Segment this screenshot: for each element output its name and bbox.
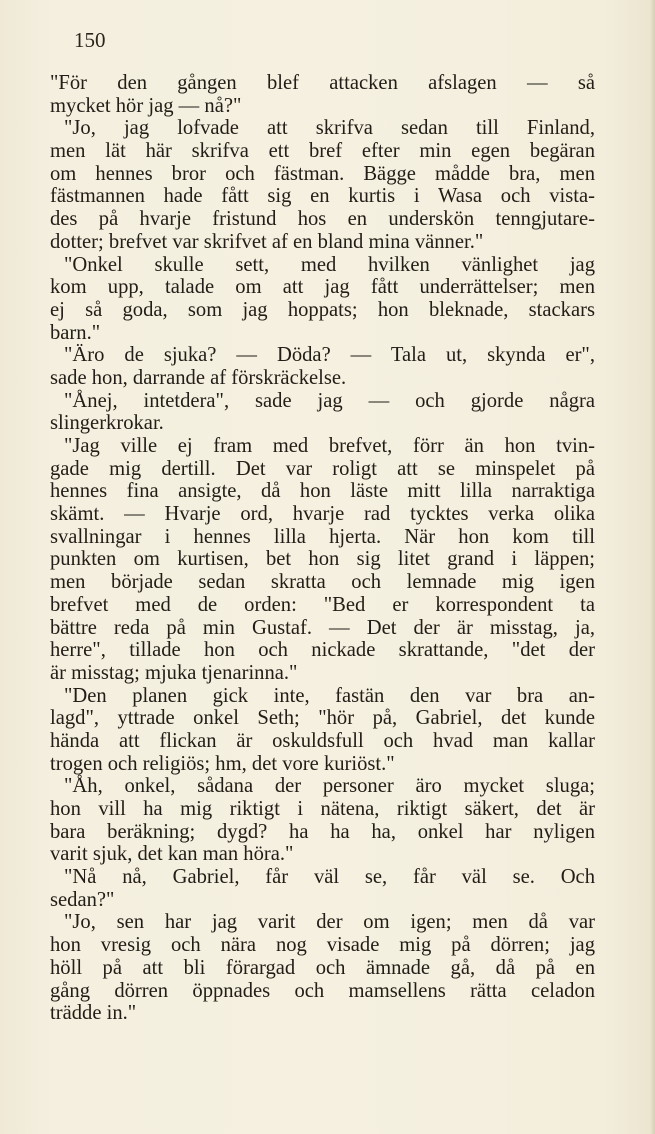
page-number: 150 xyxy=(74,28,106,52)
text-line: "Äro de sjuka? — Döda? — Tala ut, skynda er", xyxy=(64,344,595,367)
text-line: "Onkel skulle sett, med hvilken vänlighet jag xyxy=(64,253,595,276)
text-line: men började sedan skratta och lemnade mig igen xyxy=(50,571,595,594)
text-line: "Ånej, intetdera", sade jag — och gjorde några xyxy=(64,389,595,412)
text-line: "Jag ville ej fram med brefvet, förr än hon tvin- xyxy=(64,435,595,457)
text-line: brefvet med de orden: "Bed er korrespondent ta xyxy=(50,593,595,616)
text-line: skämt. — Hvarje ord, hvarje rad tycktes verka olika xyxy=(50,503,595,526)
text-line: sedan?" xyxy=(50,888,115,911)
text-line: sade hon, darrande af förskräckelse. xyxy=(50,366,347,389)
text-line: gade mig dertill. Det var roligt att se minspelet på xyxy=(50,457,595,480)
text-line: "Nå nå, Gabriel, får väl se, får väl se. Och xyxy=(64,866,595,889)
text-line: hända att flickan är oskuldsfull och hvad man kallar xyxy=(50,729,595,752)
text-line: bättre reda på min Gustaf. — Det der är misstag, ja, xyxy=(50,616,595,639)
text-line: svallningar i hennes lilla hjerta. När hon kom till xyxy=(50,525,595,548)
text-line: "Den planen gick inte, fastän den var bra an- xyxy=(64,684,595,707)
text-line: gång dörren öppnades och mamsellens rätta celadon xyxy=(50,979,595,1002)
text-line: är misstag; mjuka tjenarinna." xyxy=(50,661,298,684)
text-line: lagd", yttrade onkel Seth; "hör på, Gabriel, det kunde xyxy=(50,707,595,730)
text-line: barn." xyxy=(50,321,101,344)
text-line: men lät här skrifva ett bref efter min egen begäran xyxy=(50,140,595,163)
text-line: mycket hör jag — nå?" xyxy=(50,94,242,117)
text-line: trädde in." xyxy=(50,1002,137,1025)
text-line: trogen och religiös; hm, det vore kuriöst." xyxy=(50,752,395,775)
text-line: höll på att bli förargad och ämnade gå, då på en xyxy=(50,956,595,979)
text-line: varit sjuk, det kan man höra." xyxy=(50,843,294,866)
text-line: hon vill ha mig riktigt i nätena, riktigt säkert, det är xyxy=(50,798,595,820)
text-line: des på hvarje fristund hos en underskön tenngjutare- xyxy=(50,208,595,231)
text-line: slingerkrokar. xyxy=(50,412,164,435)
body-text xyxy=(50,72,595,1025)
text-line: ej så goda, som jag hoppats; hon bleknade, stackars xyxy=(50,298,595,321)
text-line: dotter; brefvet var skrifvet af en bland mina vänner." xyxy=(50,230,484,253)
page-edge-shadow xyxy=(650,0,655,1134)
text-line: kom upp, talade om att jag fått underrättelser; men xyxy=(50,276,595,299)
text-line: "För den gången blef attacken afslagen — så xyxy=(50,72,595,94)
text-line: "Jo, sen har jag varit der om igen; men då var xyxy=(64,911,595,934)
text-line: hennes fina ansigte, då hon läste mitt lilla narraktiga xyxy=(50,480,595,503)
text-line: herre", tillade hon och nickade skrattande, "det der xyxy=(50,639,595,662)
text-line: fästmannen hade fått sig en kurtis i Wasa och vista- xyxy=(50,185,595,208)
text-line: "Jo, jag lofvade att skrifva sedan till Finland, xyxy=(64,117,595,140)
text-line: om hennes bror och fästman. Bägge mådde bra, men xyxy=(50,162,595,185)
text-line: punkten om kurtisen, bet hon sig litet grand i läppen; xyxy=(50,548,595,571)
text-line: hon vresig och nära nog visade mig på dörren; jag xyxy=(50,934,595,957)
text-line: "Åh, onkel, sådana der personer äro mycket sluga; xyxy=(64,775,595,798)
text-line: bara beräkning; dygd? ha ha ha, onkel har nyligen xyxy=(50,820,595,843)
